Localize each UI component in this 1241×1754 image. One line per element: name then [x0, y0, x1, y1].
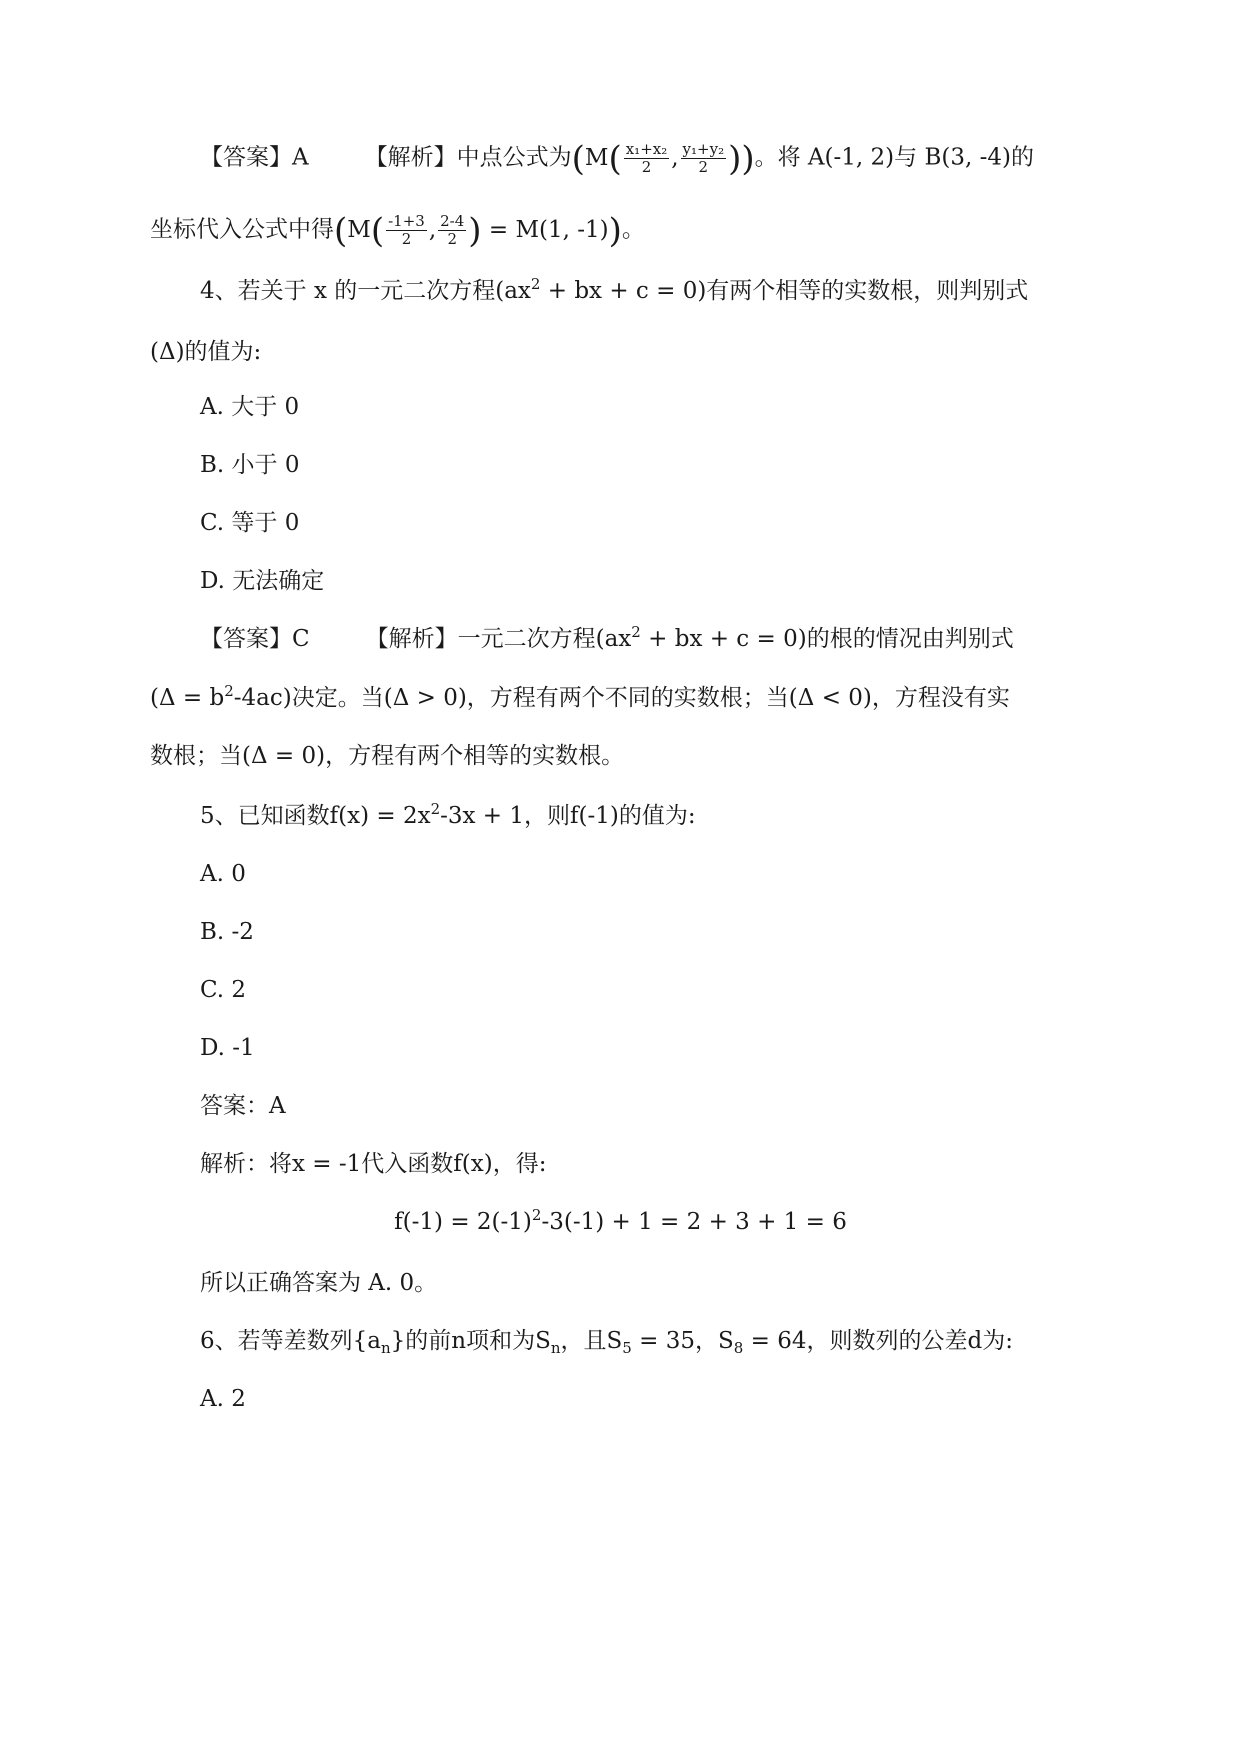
q4-stem-line-2: (Δ)的值为:	[150, 339, 262, 365]
q4-option-a: A. 大于 0	[200, 394, 300, 420]
q4-stem: 4、若关于 x 的一元二次方程($ax^2$ + bx + c = 0)有两个相等的实数根，则判别式	[200, 275, 1029, 304]
q5-analysis: 解析：将x = -1代入函数f(x)，得:	[200, 1151, 547, 1177]
fraction-4: $\frac{2-4}{2}$	[440, 212, 465, 248]
q6-option-a: A. 2	[200, 1386, 246, 1412]
q3-answer-line-2: 坐标代入公式中得(M( $\frac{-1+3}{2}$ , $\frac{2-4}{2}$ ) = M(1, -1))。	[150, 210, 645, 251]
q4-option-c: C. 等于 0	[200, 510, 300, 536]
analysis-tag: 【解析】	[364, 144, 457, 171]
q6-stem: 6、若等差数列$\{a_n\}$的前n项和为$S_n$，且$S_5 = 35$，$S_8 = 64$，则数列的公差d为:	[200, 1328, 1013, 1357]
analysis-text-2: 。将 A(-1, 2)与 B(3, -4)的	[754, 144, 1034, 171]
q5-formula: $f(-1) = 2(-1)^2-3(-1) + 1 = 2 + 3 + 1 = 6$	[394, 1206, 847, 1235]
q4-option-d: D. 无法确定	[200, 568, 325, 594]
q5-option-d: D. -1	[200, 1035, 255, 1061]
fraction-x: $\frac{\text{x₁+x₂}}{2}$	[625, 140, 668, 176]
q4-analysis-line-3: 数根；当(Δ = 0)，方程有两个相等的实数根。	[150, 743, 625, 769]
q4-analysis-line-2: $(\Delta = b^2-4ac)$决定。当(Δ > 0)，方程有两个不同的实数根；当(Δ < 0)，方程没有实	[150, 682, 1010, 711]
q5-conclusion: 所以正确答案为 A. 0。	[200, 1270, 438, 1296]
q5-answer: 答案：A	[200, 1093, 286, 1119]
q4-answer-line: 【答案】C 【解析】一元二次方程($ax^2$ + bx + c = 0)的根的情况由判别式	[200, 623, 1014, 652]
fraction-y: $\frac{\text{y₁+y₂}}{2}$	[682, 140, 725, 176]
substituted-formula: (M( $\frac{-1+3}{2}$ , $\frac{2-4}{2}$ ) = M(1, -1))	[334, 210, 622, 251]
q5-option-a: A. 0	[200, 861, 246, 887]
q5-option-b: B. -2	[200, 919, 254, 945]
q3-answer-line	[200, 138, 1034, 179]
answer-tag: 【答案】A	[200, 144, 309, 171]
q5-stem: 5、已知函数$f(x) = 2x^2-3x + 1$，则f(-1)的值为:	[200, 800, 696, 829]
analysis-text: 中点公式为	[456, 144, 572, 171]
q5-option-c: C. 2	[200, 977, 247, 1003]
fraction-3: $\frac{-1+3}{2}$	[388, 212, 425, 248]
midpoint-formula: (M( $\frac{\text{x₁+x₂}}{2}$ , $\frac{\text{y₁+y₂}}{2}$ ))	[571, 138, 755, 179]
q4-option-b: B. 小于 0	[200, 452, 300, 478]
